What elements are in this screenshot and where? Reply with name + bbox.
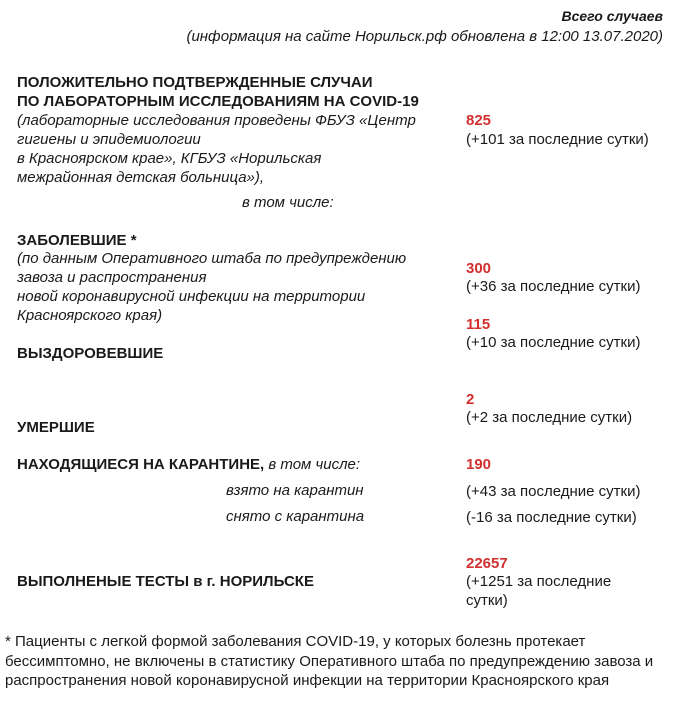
tests-delta-line2: сутки) <box>466 592 508 609</box>
sick-delta: (+36 за последние сутки) <box>466 278 641 295</box>
tests-delta-line1: (+1251 за последние <box>466 573 612 590</box>
quarantine-label-suffix: в том числе: <box>268 456 361 473</box>
quarantine-taken-label: взято на карантин <box>226 482 364 499</box>
footnote: * Пациенты с легкой формой заболевания COVID-19, у которых болезнь протекает бессимптомно, не включены в статистику Оперативного штаба по предупреждению завоза и распространения новой коронавирусной инфекции на территории Красноярского края <box>5 633 654 689</box>
confirmed-label-line1: ПОЛОЖИТЕЛЬНО ПОДТВЕРЖДЕННЫЕ СЛУЧАИ <box>17 74 373 91</box>
died-delta: (+2 за последние сутки) <box>466 409 633 426</box>
quarantine-released-label: снято с карантина <box>226 508 365 525</box>
table-title: Всего случаев <box>561 8 663 24</box>
died-value: 2 <box>466 391 475 408</box>
confirmed-including: в том числе: <box>242 194 334 211</box>
recovered-label: ВЫЗДОРОВЕВШИЕ <box>17 345 164 362</box>
sick-value: 300 <box>466 260 492 277</box>
recovered-value: 115 <box>466 316 491 333</box>
confirmed-note-line4: межрайонная детская больница»), <box>17 169 265 186</box>
sick-note-line4: Красноярского края) <box>17 307 163 324</box>
update-note: (информация на сайте Норильск.рф обновлена в 12:00 13.07.2020) <box>186 28 663 45</box>
sick-note-line3: новой коронавирусной инфекции на территории <box>17 288 366 305</box>
confirmed-label-line2: ПО ЛАБОРАТОРНЫМ ИССЛЕДОВАНИЯМ НА COVID-19 <box>17 93 419 110</box>
confirmed-value: 825 <box>466 112 492 129</box>
recovered-delta: (+10 за последние сутки) <box>466 334 641 351</box>
sick-note-line1: (по данным Оперативного штаба по предупреждению <box>17 250 407 267</box>
quarantine-label-main: НАХОДЯЩИЕСЯ НА КАРАНТИНЕ, <box>17 456 265 473</box>
quarantine-value: 190 <box>466 456 492 473</box>
confirmed-note-line2: гигиены и эпидемиологии <box>17 131 201 148</box>
tests-value: 22657 <box>466 555 508 572</box>
confirmed-delta: (+101 за последние сутки) <box>466 131 649 148</box>
quarantine-label <box>17 455 360 474</box>
quarantine-released-delta: (-16 за последние сутки) <box>466 509 637 526</box>
tests-label: ВЫПОЛНЕНЫЕ ТЕСТЫ в г. НОРИЛЬСКЕ <box>17 573 314 590</box>
died-label: УМЕРШИЕ <box>17 419 95 436</box>
confirmed-note-line1: (лабораторные исследования проведены ФБУЗ «Центр <box>17 112 416 129</box>
sick-note-line2: завоза и распространения <box>17 269 207 286</box>
confirmed-note-line3: в Красноярском крае», КГБУЗ «Норильская <box>17 150 322 167</box>
sick-label: ЗАБОЛЕВШИЕ * <box>17 232 137 249</box>
quarantine-taken-delta: (+43 за последние сутки) <box>466 483 641 500</box>
